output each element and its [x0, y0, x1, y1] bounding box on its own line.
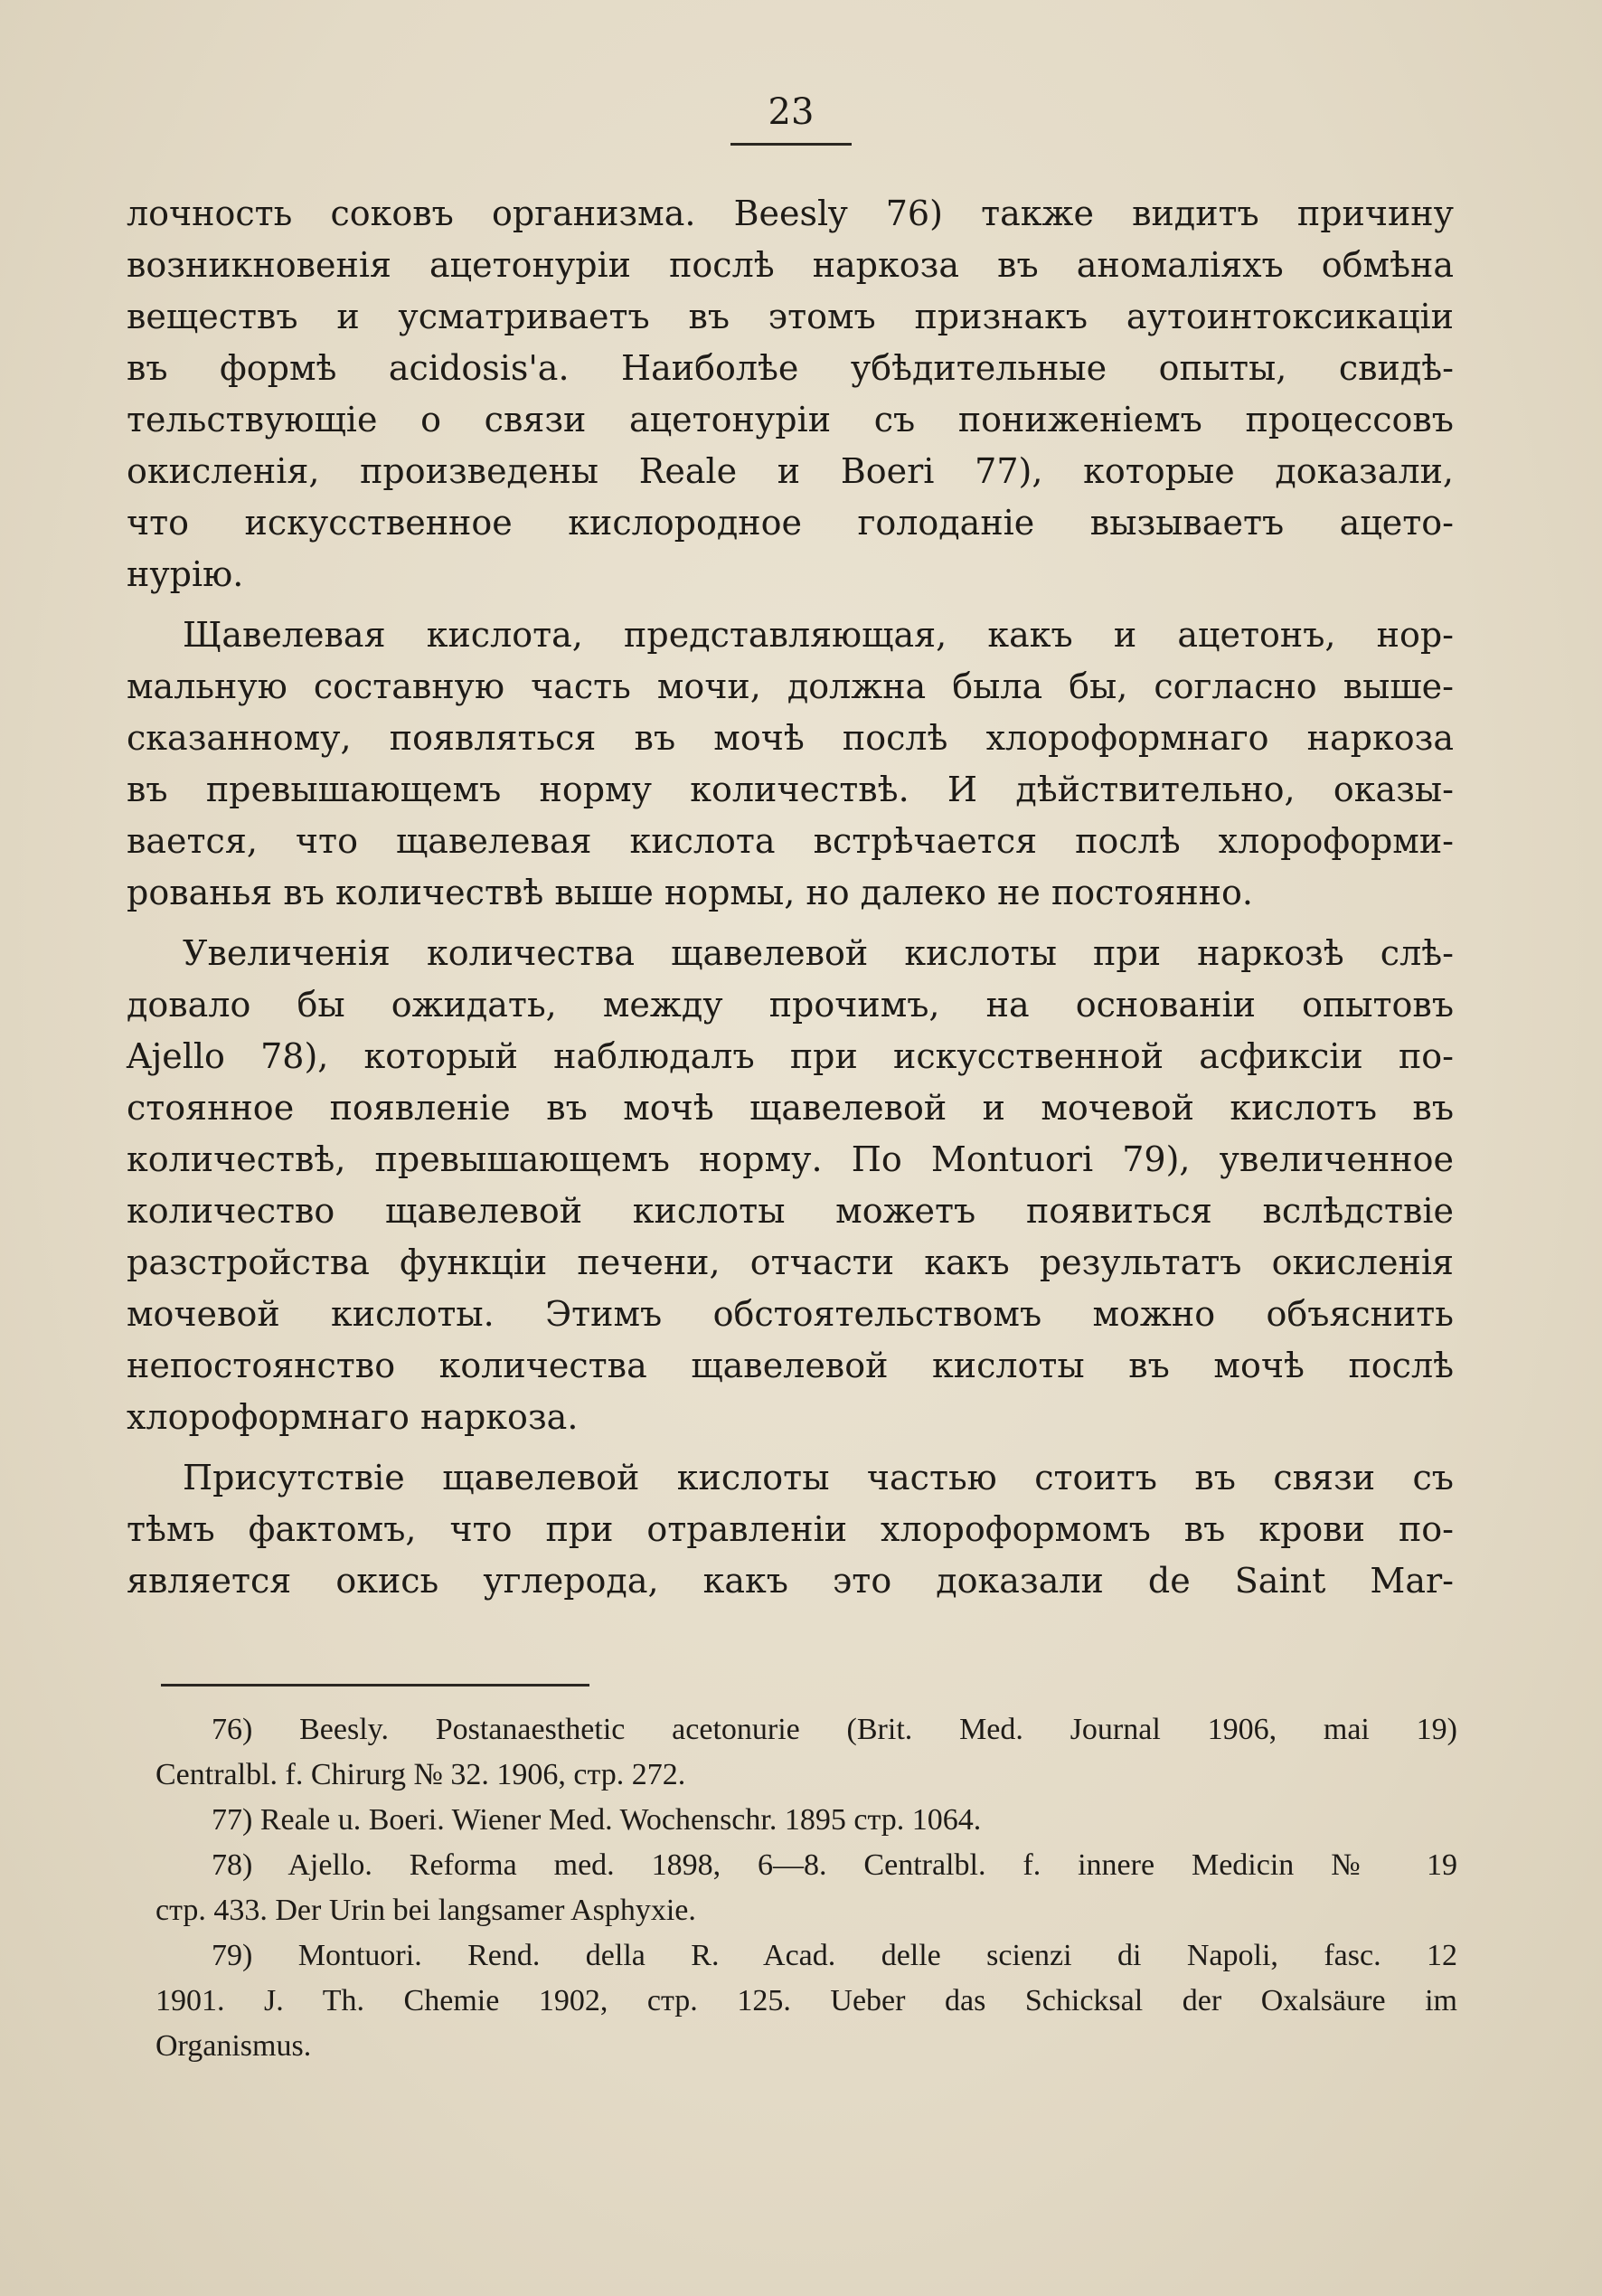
page-number: 23: [768, 91, 815, 133]
text-line: Присутствіе щавелевой кислоты частью стоитъ въ связи съ: [183, 1458, 1454, 1498]
footnote-76: [155, 1707, 1457, 1798]
page-number-underline: [730, 143, 852, 146]
text-line: сказанному, появляться въ мочѣ послѣ хлороформнаго наркоза: [127, 718, 1454, 758]
footnote-line: 78) Ajello. Reforma med. 1898, 6—8. Centralbl. f. innere Medicin № 19: [212, 1848, 1457, 1882]
text-line: возникновенія ацетонуріи послѣ наркоза въ аномаліяхъ обмѣна: [127, 245, 1454, 285]
text-line: Ajello 78), который наблюдалъ при искусственной асфиксіи по-: [127, 1036, 1454, 1076]
text-line: мочевой кислоты. Этимъ обстоятельствомъ можно объяснить: [127, 1294, 1454, 1334]
footnote-line: стр. 433. Der Urin bei langsamer Asphyxie.: [155, 1894, 696, 1927]
footnote-line: 1901. J. Th. Chemie 1902, стр. 125. Ueber das Schicksal der Oxalsäure im: [155, 1984, 1457, 2017]
text-line: тѣмъ фактомъ, что при отравленіи хлороформомъ въ крови по-: [127, 1509, 1454, 1549]
paragraph-3: [127, 928, 1454, 1443]
text-line: мальную составную часть мочи, должна была бы, согласно вышe-: [127, 666, 1454, 706]
text-line: рованья въ количествѣ выше нормы, но далеко не постоянно.: [127, 873, 1253, 912]
text-line: Увеличенія количества щавелевой кислоты при наркозѣ слѣ-: [183, 933, 1454, 973]
text-line: стоянное появленіе въ мочѣ щавелевой и мочевой кислотъ въ: [127, 1088, 1454, 1128]
text-line: количество щавелевой кислоты можетъ появиться вслѣдствіе: [127, 1191, 1454, 1231]
footnote-line: Organismus.: [155, 2029, 312, 2063]
text-line: веществъ и усматриваетъ въ этомъ признакъ аутоинтоксикаціи: [127, 297, 1454, 336]
text-line: является окись углерода, какъ это доказали de Saint Mar-: [127, 1561, 1454, 1601]
footnote-line: 79) Montuori. Rend. della R. Acad. delle scienzi di Napoli, fasc. 12: [212, 1939, 1457, 1972]
footnote-77: [155, 1798, 1457, 1843]
text-line: вается, что щавелевая кислота встрѣчается послѣ хлороформи-: [127, 821, 1454, 861]
footnote-line: 77) Reale u. Boeri. Wiener Med. Wochenschr. 1895 стр. 1064.: [212, 1803, 982, 1837]
paragraph-2: [127, 609, 1454, 919]
paragraph-1: [127, 188, 1454, 600]
text-line: въ формѣ acidosis'a. Наиболѣе убѣдительные опыты, свидѣ-: [127, 348, 1454, 388]
paragraph-4: [127, 1452, 1454, 1607]
footnote-line: Centralbl. f. Chirurg № 32. 1906, стр. 272.: [155, 1758, 686, 1791]
text-line: разстройства функціи печени, отчасти какъ результатъ окисленія: [127, 1242, 1454, 1282]
footnote-78: [155, 1843, 1457, 1933]
text-line: въ превышающемъ норму количествѣ. И дѣйствительно, оказы-: [127, 770, 1454, 809]
footnote-line: 76) Beesly. Postanaesthetic acetonurie (Brit. Med. Journal 1906, mai 19): [212, 1713, 1457, 1746]
text-line: количествѣ, превышающемъ норму. По Montuori 79), увеличенное: [127, 1139, 1454, 1179]
footnote-separator: [161, 1684, 589, 1687]
text-line: Щавелевая кислота, представляющая, какъ и ацетонъ, нор-: [183, 615, 1454, 655]
footnotes: [155, 1707, 1457, 2069]
text-line: довало бы ожидать, между прочимъ, на основаніи опытовъ: [127, 985, 1454, 1025]
body-text: [127, 188, 1454, 1616]
text-line: лочность соковъ организма. Beesly 76) также видитъ причину: [127, 194, 1454, 233]
text-line: окисленія, произведены Reale и Boeri 77), которые доказали,: [127, 451, 1454, 491]
text-line: непостоянство количества щавелевой кислоты въ мочѣ послѣ: [127, 1346, 1454, 1385]
text-line: нурію.: [127, 554, 244, 594]
text-line: хлороформнаго наркоза.: [127, 1397, 579, 1437]
footnote-79: [155, 1933, 1457, 2069]
text-line: тельствующіе о связи ацетонуріи съ пониженіемъ процессовъ: [127, 400, 1454, 439]
text-line: что искусственное кислородное голоданіе вызываетъ ацето-: [127, 503, 1454, 543]
